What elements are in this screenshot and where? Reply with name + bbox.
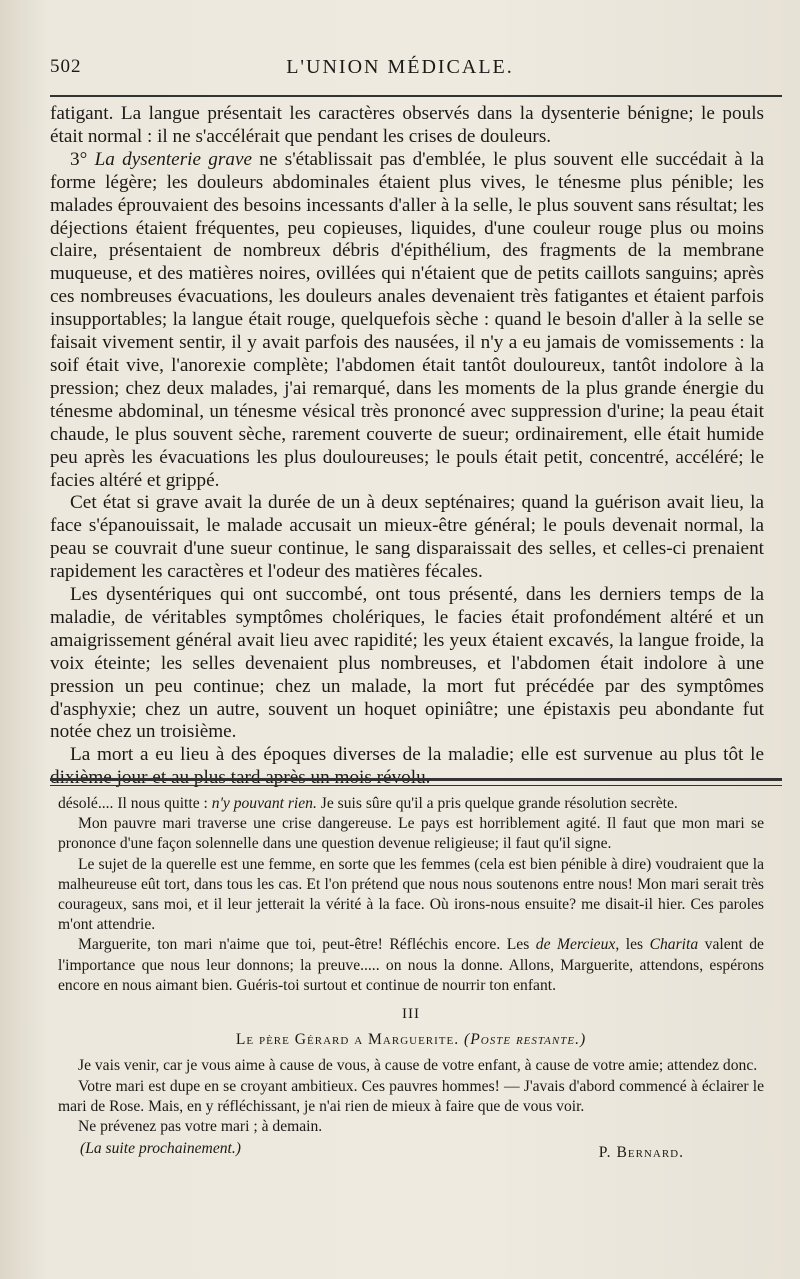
paragraph-2 xyxy=(50,149,764,493)
paragraph-2-number: 3° xyxy=(70,148,95,170)
letter-heading-text: Le père Gérard a Marguerite. xyxy=(235,1031,460,1049)
paragraph-2-heading: La dysenterie grave xyxy=(94,148,252,170)
feuilleton-paragraph-3: Le sujet de la querelle est une femme, en sorte que les femmes (cela est bien pénible à dire) voudraient que la malheureuse eût tort, dans tous les cas. Et l'on prétend que nous nous soutenons entre nous! Mon mari serait très courageux, sans moi, et il leur jetterait la vérité à la face. Où irons-nous ensuite? me disait-il hier. Ces paroles m'ont attendrie. xyxy=(58,855,764,934)
feuilleton-paragraph-4 xyxy=(58,935,764,996)
feuilleton xyxy=(58,794,764,1162)
f1-italic: n'y pouvant rien. xyxy=(211,795,317,812)
paragraph-5: La mort a eu lieu à des époques diverses de la maladie; elle est survenue au plus tôt le dixième jour et au plus tard après un mois révolu. xyxy=(50,744,764,789)
feuilleton-paragraph-6: Votre mari est dupe en se croyant ambitieux. Ces pauvres hommes! — J'avais d'abord commencé à éclairer le mari de Rose. Mais, en y réfléchissant, je n'ai rien de mieux à faire que de vous voir. xyxy=(58,1077,764,1115)
paragraph-2-body: ne s'établissait pas d'emblée, le plus souvent elle succédait à la forme légère; les douleurs abdominales étaient plus vives, le ténesme plus pénible; les malades éprouvaient des besoins incessants d'aller à la selle, le plus souvent sans résultat; les déjections étaient fréquentes, peu copieuses, liquides, d'une couleur rouge plus ou moins claire, présentaient de nombreux débris d'épithélium, des fragments de la membrane muqueuse, et des matières noires, ovillées qui n'étaient que de petits caillots sanguins; après ces nombreuses évacuations, les douleurs anales devenaient très fatigantes et étaient parfois insupportables; la langue était rouge, quelquefois sèche : quand le besoin d'aller à la selle se faisait vivement sentir, il y avait parfois des nausées, il n'y a eu jamais de vomissements : la soif était vive, l'anorexie complète; l'abdomen était tantôt douloureux, tantôt indolore à la pression; chez deux malades, j'ai remarqué, dans les moments de la plus grande énergie du ténesme abdominal, un ténesme vésical très prononcé avec suppression d'urine; la peau était chaude, le plus souvent sèche, rarement couverte de sueur; ordinairement, elle était humide peu après les évacuations les plus douloureuses; le pouls était petit, concentré, accéléré; le facies altéré et grippé. xyxy=(50,148,764,491)
feuilleton-separator xyxy=(50,778,782,786)
feuilleton-paragraph-7: Ne prévenez pas votre mari ; à demain. xyxy=(78,1118,323,1136)
closing-line xyxy=(58,1137,764,1162)
feuilleton-paragraph-5: Je vais venir, car je vous aime à cause de vous, à cause de votre enfant, à cause de votre amie; attendez donc. xyxy=(78,1057,758,1075)
continuation-note: (La suite prochainement.) xyxy=(80,1140,241,1158)
journal-title: L'UNION MÉDICALE. xyxy=(286,56,514,78)
header-rule xyxy=(50,95,782,97)
paragraph-1: fatigant. La langue présentait les caractères observés dans la dysenterie bénigne; le pouls était normal : il ne s'accélérait que pendant les crises de douleurs. xyxy=(50,103,764,147)
page-number: 502 xyxy=(50,56,82,77)
feuilleton-paragraph-1 xyxy=(58,794,764,814)
paragraph-3: Cet état si grave avait la durée de un à deux septénaires; quand la guérison avait lieu, la face s'épanouissait, le malade accusait un mieux-être général; le pouls devenait normal, la peau se couvrait d'une sueur continue, le sang disparaissait des selles, et celles-ci prenaient rapidement les caractères et l'odeur des matières fécales. xyxy=(50,492,764,583)
f4-text-a: Marguerite, ton mari n'aime que toi, peut-être! Réfléchis encore. Les xyxy=(78,936,536,954)
main-article xyxy=(50,103,764,790)
f1-text-a: désolé.... Il nous quitte : xyxy=(58,795,212,812)
paragraph-4: Les dysentériques qui ont succombé, ont tous présenté, dans les derniers temps de la maladie, de véritables symptômes cholériques, le facies était profondément altéré et un amaigrissement général avait lieu avec rapidité; les yeux étaient excavés, la langue froide, la voix éteinte; les selles devenaient plus nombreuses, et l'abdomen était indolore à une pression un peu continue; chez un malade, la mort fut précédée par des symptômes d'asphyxie; chez un autre, souvent un hoquet opiniâtre; une épistaxis peu abondante fut notée chez un troisième. xyxy=(50,584,764,743)
f4-text-c: valent de l'importance que nous leur donnons; la preuve..... on nous la donne. Allons, Marguerite, attendons, espérons encore en nous aimant bien. Guéris-toi surtout et continue de nourrir ton enfant. xyxy=(58,936,764,994)
f1-text-b: Je suis sûre qu'il a pris quelque grande résolution secrète. xyxy=(316,795,678,812)
feuilleton-paragraph-2: Mon pauvre mari traverse une crise dangereuse. Le pays est horriblement agité. Il faut que mon mari se prononce d'une façon solennelle dans une question devenue religieuse; il faut qu'il signe. xyxy=(58,815,764,853)
f4-italic-1: de Mercieux xyxy=(535,936,616,954)
f4-italic-2: Charita xyxy=(649,936,699,954)
author-signature: P. Bernard. xyxy=(598,1144,684,1162)
f4-text-b: , les xyxy=(615,936,650,954)
letter-heading-note: (Poste restante.) xyxy=(464,1031,587,1049)
letter-heading xyxy=(58,1030,764,1050)
running-header xyxy=(50,52,750,82)
section-number: III xyxy=(402,1006,420,1023)
